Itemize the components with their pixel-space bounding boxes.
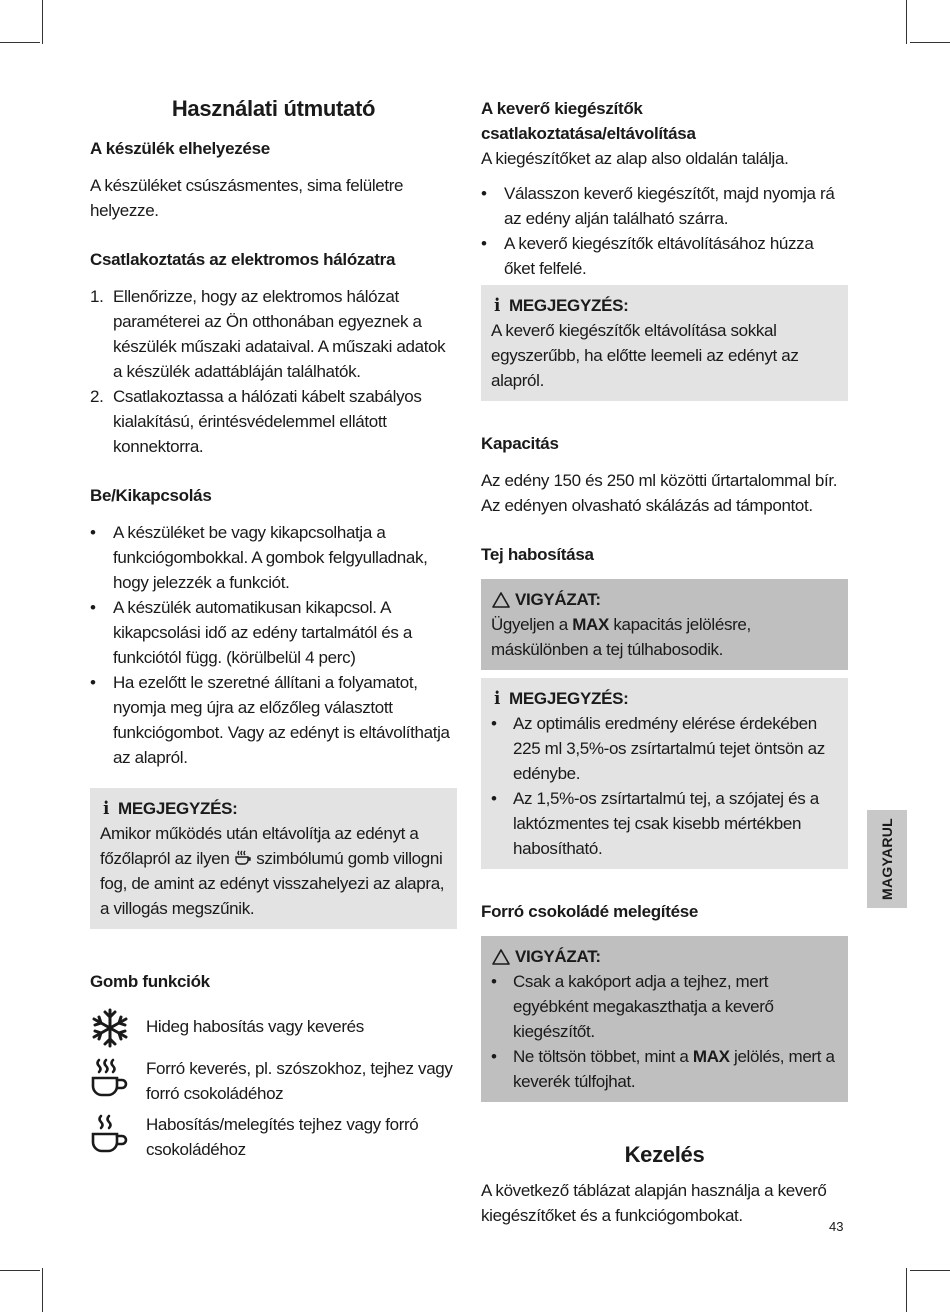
note-box [481, 285, 848, 401]
warning-title [491, 587, 838, 612]
note-text-part: Amikor működés után eltávolítja az edényt a főzőlapról az ilyen [100, 824, 419, 868]
info-icon: i [494, 295, 500, 316]
button-function-text: Hideg habosítás vagy keverés [146, 1017, 364, 1036]
list-item-text: A készülék automatikusan kikapcsol. A kikapcsolási idő az edény tartalmától és a funkciótól függ. (körülbelül 4 perc) [113, 598, 413, 667]
note-text: A keverő kiegészítők eltávolítása sokkal egyszerűbb, ha előtte leemeli az edényt az alapról. [491, 321, 799, 390]
bullet-list [481, 181, 848, 281]
list-item [90, 670, 457, 770]
button-function-text: Habosítás/melegítés tejhez vagy forró csokoládéhoz [146, 1115, 419, 1159]
snowflake-icon [90, 1006, 130, 1050]
info-icon: i [494, 688, 500, 709]
section-heading: Be/Kikapcsolás [90, 486, 212, 505]
list-item-text: A keverő kiegészítők eltávolításához húzza őket felfelé. [504, 234, 814, 278]
list-item [90, 384, 457, 459]
warning-title-text: VIGYÁZAT: [515, 590, 601, 609]
list-marker: • [90, 598, 96, 617]
crop-mark [906, 1268, 907, 1312]
crop-mark [42, 0, 43, 44]
note-text [100, 821, 447, 921]
section-title: Kezelés [624, 1142, 705, 1167]
list-marker: • [481, 184, 487, 203]
right-column [481, 96, 848, 1252]
crop-mark [906, 0, 907, 44]
section-heading: A keverő kiegészítők csatlakoztatása/eltávolítása [481, 99, 696, 143]
list-item-text: Ellenőrizze, hogy az elektromos hálózat paraméterei az Ön otthonában egyeznek a készülék műszaki adataival. A műszaki adatok a készülék adattábláján találhatók. [113, 287, 446, 381]
note-bullet-list [491, 711, 838, 861]
list-item [491, 786, 838, 861]
list-item [491, 969, 838, 1044]
paragraph: A következő táblázat alapján használja a keverő kiegészítőket és a funkciógombokat. [481, 1181, 827, 1225]
list-item-text: Válasszon keverő kiegészítőt, majd nyomja rá az edény alján található szárra. [504, 184, 835, 228]
list-item-text: Az 1,5%-os zsírtartalmú tej, a szójatej és a laktózmentes tej csak kisebb mértékben habosítható. [513, 789, 819, 858]
list-marker: • [481, 234, 487, 253]
note-title [491, 686, 838, 711]
list-item-text: jelölés, mert a keverék túlfojhat. [513, 1047, 835, 1091]
language-tab-label: MAGYARUL [879, 818, 895, 900]
language-tab [867, 810, 907, 908]
info-icon: i [103, 798, 109, 819]
button-function-text: Forró keverés, pl. szószokhoz, tejhez vagy forró csokoládéhoz [146, 1059, 453, 1103]
note-text-part: szimbólumú gomb villogni fog, de amint az edényt visszahelyezi az alapra, a villogás megszűnik. [100, 849, 445, 918]
list-item [90, 284, 457, 384]
warning-triangle-icon [491, 591, 511, 609]
list-marker: 1. [90, 287, 104, 306]
note-title [100, 796, 447, 821]
note-box [481, 678, 848, 869]
section-heading: Tej habosítása [481, 545, 594, 564]
note-title [491, 293, 838, 318]
button-function-row [90, 1112, 457, 1162]
warning-bullet-list [491, 969, 838, 1094]
warning-title-text: VIGYÁZAT: [515, 947, 601, 966]
crop-mark [910, 1270, 950, 1271]
list-item-text: Ha ezelőtt le szeretné állítani a folyamatot, nyomja meg újra az előzőleg választott funkciógombot. Vagy az edényt is eltávolíthatja az alapról. [113, 673, 450, 767]
note-title-text: MEGJEGYZÉS: [509, 689, 629, 708]
note-box [90, 788, 457, 929]
list-item [481, 231, 848, 281]
hot-cup-icon [234, 850, 252, 866]
page-title: Használati útmutató [171, 96, 376, 121]
warning-triangle-icon [491, 948, 511, 966]
list-item-text: A készüléket be vagy kikapcsolhatja a funkciógombokkal. A gombok felgyulladnak, hogy jelezzék a funkciót. [113, 523, 428, 592]
section-heading: Kapacitás [481, 434, 559, 453]
list-marker: • [90, 673, 96, 692]
paragraph: Az edény 150 és 250 ml közötti űrtartalommal bír. Az edényen olvasható skálázás ad támpontot. [481, 471, 838, 515]
section-heading: Csatlakoztatás az elektromos hálózatra [90, 250, 396, 269]
warning-text-part: kapacitás jelölésre, máskülönben a tej túlhabosodik. [491, 615, 751, 659]
button-function-row [90, 1006, 457, 1050]
warning-box [481, 936, 848, 1102]
list-item [90, 595, 457, 670]
warning-text [491, 612, 838, 662]
button-function-row [90, 1056, 457, 1106]
max-label: MAX [572, 615, 609, 634]
list-marker: • [90, 523, 96, 542]
warning-box [481, 579, 848, 670]
list-item-text: Az optimális eredmény elérése érdekében 225 ml 3,5%-os zsírtartalmú tejet öntsön az edénybe. [513, 714, 825, 783]
list-marker: • [491, 714, 497, 733]
hot-cup-double-steam-icon [90, 1112, 130, 1156]
paragraph: A kiegészítőket az alap also oldalán találja. [481, 149, 789, 168]
numbered-list [90, 284, 457, 459]
crop-mark [42, 1268, 43, 1312]
list-item-text: Csatlakoztassa a hálózati kábelt szabályos kialakítású, érintésvédelemmel ellátott konnektorra. [113, 387, 422, 456]
list-item [481, 181, 848, 231]
list-marker: 2. [90, 387, 104, 406]
warning-title [491, 944, 838, 969]
list-marker: • [491, 1047, 497, 1066]
section-heading: Gomb funkciók [90, 972, 210, 991]
section-heading: A készülék elhelyezése [90, 139, 270, 158]
left-column [90, 96, 457, 1168]
crop-mark [910, 42, 950, 43]
max-label: MAX [692, 1047, 730, 1066]
note-title-text: MEGJEGYZÉS: [509, 296, 629, 315]
list-item [491, 711, 838, 786]
list-marker: • [491, 972, 497, 991]
section-heading: Forró csokoládé melegítése [481, 902, 699, 921]
list-marker: • [491, 789, 497, 808]
crop-mark [0, 42, 40, 43]
hot-cup-triple-steam-icon [90, 1056, 130, 1100]
list-item-text: Ne töltsön többet, mint a [513, 1047, 689, 1066]
list-item [491, 1044, 838, 1094]
paragraph: A készüléket csúszásmentes, sima felületre helyezze. [90, 176, 404, 220]
bullet-list [90, 520, 457, 770]
list-item [90, 520, 457, 595]
crop-mark [0, 1270, 40, 1271]
list-item-text: Csak a kakóport adja a tejhez, mert egyébként megakaszthatja a keverő kiegészítőt. [513, 972, 774, 1041]
warning-text-part: Ügyeljen a [491, 615, 568, 634]
note-title-text: MEGJEGYZÉS: [118, 799, 238, 818]
page-number: 43 [829, 1219, 844, 1234]
